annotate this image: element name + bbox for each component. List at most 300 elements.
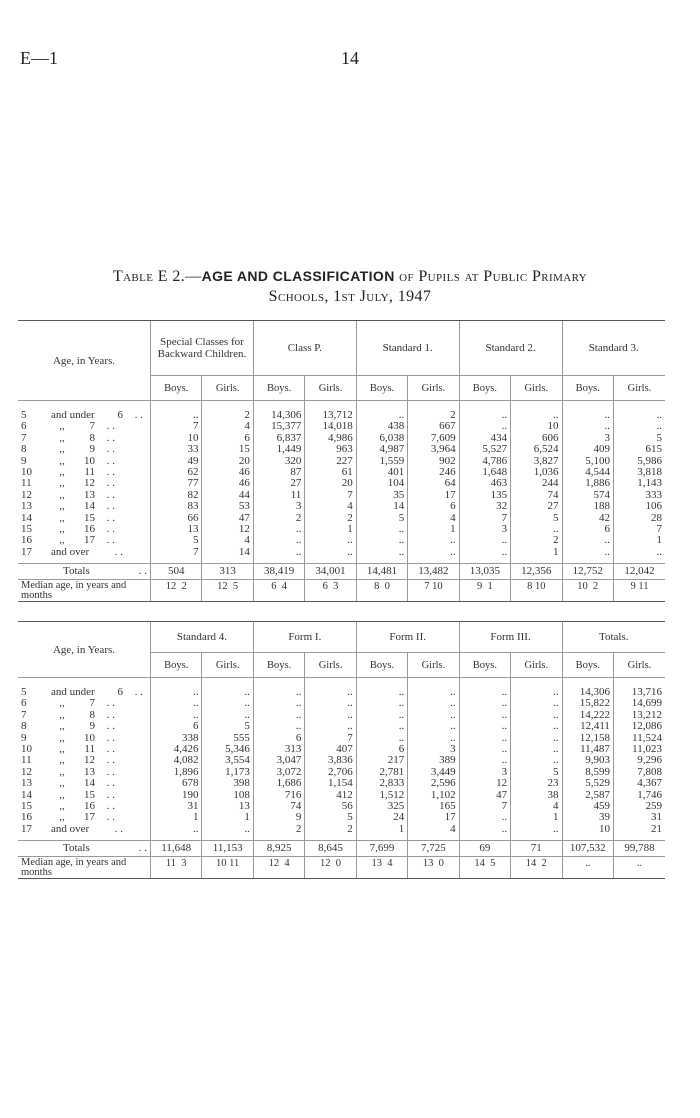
leader-dots: . .	[106, 534, 115, 547]
age-to: 14	[84, 500, 95, 513]
cell: 14,306	[253, 410, 304, 421]
median-cell: 12 4	[253, 857, 304, 879]
cell: 246	[408, 467, 459, 478]
group-header: Standard 3.	[562, 321, 665, 376]
cell: 2	[253, 513, 304, 524]
group-header: Form I.	[253, 622, 356, 653]
cell: 14,018	[305, 421, 356, 432]
age-word: ,,	[59, 731, 65, 744]
group-header: Class P.	[253, 321, 356, 376]
cell: 13,712	[305, 410, 356, 421]
age-column-header: Age, in Years.	[18, 321, 151, 401]
median-cell: 6 4	[253, 580, 304, 602]
age-word: ,,	[59, 443, 65, 456]
cell: ..	[562, 535, 613, 546]
cell: 5	[511, 767, 562, 778]
cell: 1,746	[613, 790, 665, 801]
age-to: 6	[117, 686, 123, 698]
cell: 401	[356, 467, 407, 478]
age-word: ,,	[59, 765, 65, 778]
cell: 4	[305, 501, 356, 512]
cell: ..	[356, 710, 407, 721]
cell: ..	[511, 687, 562, 698]
age-from: 11	[21, 477, 32, 490]
age-from: 10	[21, 466, 32, 479]
cell: ..	[459, 687, 510, 698]
leader-dots: . .	[106, 454, 115, 467]
cell: ..	[151, 687, 202, 698]
cell: 135	[459, 490, 510, 501]
cell: 3	[459, 524, 510, 535]
cell: 108	[202, 790, 253, 801]
cell: ..	[459, 721, 510, 732]
cell: ..	[253, 547, 304, 558]
group-header: Standard 1.	[356, 321, 459, 376]
age-word: ,,	[59, 511, 65, 524]
cell: 27	[511, 501, 562, 512]
age-label	[18, 721, 151, 732]
cell: 574	[562, 490, 613, 501]
table-row	[18, 444, 665, 455]
age-word: and under	[51, 686, 95, 698]
cell: 4	[511, 801, 562, 812]
age-word: ,,	[59, 420, 65, 433]
cell: 13	[202, 801, 253, 812]
leader-dots: . .	[106, 731, 115, 744]
leader-dots: . .	[106, 811, 115, 824]
cell: 87	[253, 467, 304, 478]
age-to: 11	[84, 466, 95, 479]
cell: 83	[151, 501, 202, 512]
leader-dots: . .	[106, 420, 115, 433]
cell: 7	[151, 547, 202, 558]
age-from: 5	[21, 409, 27, 421]
cell: 5	[202, 721, 253, 732]
cell: 12	[459, 778, 510, 789]
total-cell: 14,481	[356, 564, 407, 580]
cell: 6,038	[356, 433, 407, 444]
cell: 27	[253, 478, 304, 489]
median-cell: 13 0	[408, 857, 459, 879]
age-label	[18, 444, 151, 455]
cell: ..	[253, 710, 304, 721]
leader-dots: . .	[114, 545, 123, 558]
girls-header: Girls.	[305, 653, 356, 678]
age-to: 13	[84, 488, 95, 501]
leader-dots: . .	[106, 431, 115, 444]
median-cell: ..	[613, 857, 665, 879]
leader-dots: . .	[106, 788, 115, 801]
cell: ..	[459, 421, 510, 432]
table-row	[18, 513, 665, 524]
cell: ..	[511, 733, 562, 744]
cell: 902	[408, 456, 459, 467]
cell: 11,524	[613, 733, 665, 744]
cell: 2,833	[356, 778, 407, 789]
leader-dots: . .	[106, 697, 115, 710]
median-cell: 12 0	[305, 857, 356, 879]
median-cell: 10 2	[562, 580, 613, 602]
cell: ..	[305, 721, 356, 732]
cell: 3,449	[408, 767, 459, 778]
cell: 35	[356, 490, 407, 501]
cell: 2	[305, 513, 356, 524]
boys-header: Boys.	[253, 376, 304, 401]
cell: 10	[511, 421, 562, 432]
girls-header: Girls.	[202, 376, 253, 401]
header-row	[18, 321, 665, 376]
group-header: Totals.	[562, 622, 665, 653]
cell: 217	[356, 755, 407, 766]
cell: 1,648	[459, 467, 510, 478]
cell: 74	[511, 490, 562, 501]
age-to: 13	[84, 765, 95, 778]
cell: ..	[459, 698, 510, 709]
cell: 38	[511, 790, 562, 801]
cell: 6	[202, 433, 253, 444]
cell: 106	[613, 501, 665, 512]
cell: 9,296	[613, 755, 665, 766]
cell: 56	[305, 801, 356, 812]
cell: 398	[202, 778, 253, 789]
cell: 165	[408, 801, 459, 812]
cell: 10	[151, 433, 202, 444]
age-to: 7	[89, 697, 95, 710]
cell: 28	[613, 513, 665, 524]
cell: 1,102	[408, 790, 459, 801]
age-word: ,,	[59, 431, 65, 444]
age-word: ,,	[59, 500, 65, 513]
cell: 2	[202, 410, 253, 421]
leader-dots: . .	[106, 765, 115, 778]
age-label	[18, 433, 151, 444]
total-cell: 13,035	[459, 564, 510, 580]
cell: 6	[408, 501, 459, 512]
median-cell: ..	[562, 857, 613, 879]
leader-dots: . .	[106, 708, 115, 721]
cell: 46	[202, 478, 253, 489]
cell: 14,306	[562, 687, 613, 698]
cell: ..	[356, 410, 407, 421]
cell: 1	[356, 824, 407, 835]
median-cell: 9 1	[459, 580, 510, 602]
total-cell: 8,925	[253, 841, 304, 857]
cell: 3	[562, 433, 613, 444]
cell: 42	[562, 513, 613, 524]
age-label	[18, 778, 151, 789]
cell: 227	[305, 456, 356, 467]
girls-header: Girls.	[613, 376, 665, 401]
totals-text: Totals	[63, 842, 90, 855]
age-from: 13	[21, 777, 32, 790]
cell: ..	[613, 547, 665, 558]
cell: 4,367	[613, 778, 665, 789]
cell: ..	[202, 687, 253, 698]
cell: 12	[202, 524, 253, 535]
cell: 3,827	[511, 456, 562, 467]
age-from: 12	[21, 765, 32, 778]
cell: 2,587	[562, 790, 613, 801]
cell: 5,527	[459, 444, 510, 455]
age-from: 15	[21, 523, 32, 536]
cell: 62	[151, 467, 202, 478]
table-row	[18, 490, 665, 501]
leader-dots: . .	[106, 466, 115, 479]
cell: ..	[305, 698, 356, 709]
girls-header: Girls.	[408, 376, 459, 401]
cell: ..	[562, 421, 613, 432]
age-to: 16	[84, 523, 95, 536]
cell: 4,987	[356, 444, 407, 455]
leader-dots: . .	[138, 842, 147, 855]
age-word: ,,	[59, 488, 65, 501]
age-word: ,,	[59, 697, 65, 710]
leader-dots: . .	[106, 511, 115, 524]
total-cell: 71	[511, 841, 562, 857]
leader-dots: . .	[106, 754, 115, 767]
cell: 407	[305, 744, 356, 755]
age-from: 7	[21, 708, 27, 721]
cell: 6,524	[511, 444, 562, 455]
total-cell: 11,153	[202, 841, 253, 857]
total-cell: 13,482	[408, 564, 459, 580]
age-label	[18, 421, 151, 432]
cell: 1	[202, 812, 253, 823]
cell: 2,596	[408, 778, 459, 789]
cell: 4,786	[459, 456, 510, 467]
cell: 4	[408, 824, 459, 835]
cell: 23	[511, 778, 562, 789]
cell: ..	[305, 687, 356, 698]
table-row	[18, 698, 665, 709]
cell: 15,377	[253, 421, 304, 432]
age-word: ,,	[59, 720, 65, 733]
age-from: 16	[21, 534, 32, 547]
age-word: ,,	[59, 454, 65, 467]
girls-header: Girls.	[511, 376, 562, 401]
cell: ..	[511, 744, 562, 755]
age-to: 9	[89, 720, 95, 733]
group-header: Form III.	[459, 622, 562, 653]
cell: 4	[202, 421, 253, 432]
cell: 4	[202, 535, 253, 546]
cell: 15	[202, 444, 253, 455]
age-to: 12	[84, 477, 95, 490]
total-cell: 12,042	[613, 564, 665, 580]
cell: ..	[459, 410, 510, 421]
cell: 1,896	[151, 767, 202, 778]
cell: 64	[408, 478, 459, 489]
age-to: 8	[89, 708, 95, 721]
age-to: 8	[89, 431, 95, 444]
girls-header: Girls.	[613, 653, 665, 678]
age-word: ,,	[59, 811, 65, 824]
cell: ..	[459, 824, 510, 835]
cell: 6	[151, 721, 202, 732]
cell: 3,836	[305, 755, 356, 766]
age-word: and over	[51, 545, 90, 558]
cell: ..	[511, 410, 562, 421]
cell: 434	[459, 433, 510, 444]
age-from: 14	[21, 511, 32, 524]
cell: ..	[356, 733, 407, 744]
cell: ..	[459, 547, 510, 558]
age-label	[18, 410, 151, 421]
cell: 1,559	[356, 456, 407, 467]
cell: 438	[356, 421, 407, 432]
age-to: 17	[84, 534, 95, 547]
cell: 74	[253, 801, 304, 812]
age-word: ,,	[59, 466, 65, 479]
cell: ..	[151, 710, 202, 721]
cell: ..	[562, 547, 613, 558]
cell: 9,903	[562, 755, 613, 766]
cell: 6	[562, 524, 613, 535]
cell: 1,143	[613, 478, 665, 489]
boys-header: Boys.	[459, 653, 510, 678]
total-cell: 504	[151, 564, 202, 580]
age-label	[18, 824, 151, 835]
cell: ..	[511, 710, 562, 721]
cell: ..	[253, 524, 304, 535]
cell: 4	[408, 513, 459, 524]
cell: 2	[511, 535, 562, 546]
cell: 1,036	[511, 467, 562, 478]
cell: ..	[408, 698, 459, 709]
median-cell: 10 11	[202, 857, 253, 879]
age-to: 6	[117, 409, 123, 421]
cell: 39	[562, 812, 613, 823]
cell: 5,529	[562, 778, 613, 789]
cell: 1,886	[562, 478, 613, 489]
table-row	[18, 801, 665, 812]
leader-dots: . .	[138, 565, 147, 578]
girls-header: Girls.	[305, 376, 356, 401]
cell: 3,964	[408, 444, 459, 455]
cell: 20	[305, 478, 356, 489]
cell: 14,699	[613, 698, 665, 709]
cell: ..	[408, 535, 459, 546]
cell: ..	[356, 547, 407, 558]
table-row	[18, 524, 665, 535]
median-cell: 9 11	[613, 580, 665, 602]
age-to: 7	[89, 420, 95, 433]
age-label	[18, 710, 151, 721]
age-word: ,,	[59, 754, 65, 767]
age-from: 10	[21, 743, 32, 756]
cell: 606	[511, 433, 562, 444]
median-row	[18, 580, 665, 602]
boys-header: Boys.	[562, 653, 613, 678]
cell: 459	[562, 801, 613, 812]
table-title	[0, 266, 700, 307]
age-word: ,,	[59, 788, 65, 801]
cell: 338	[151, 733, 202, 744]
cell: 463	[459, 478, 510, 489]
age-word: ,,	[59, 534, 65, 547]
cell: 15,822	[562, 698, 613, 709]
total-cell: 99,788	[613, 841, 665, 857]
age-word: ,,	[59, 523, 65, 536]
cell: 5,100	[562, 456, 613, 467]
totals-text: Totals	[63, 565, 90, 578]
age-to: 10	[84, 454, 95, 467]
table-part-1	[18, 320, 665, 602]
median-cell: 12 5	[202, 580, 253, 602]
cell: 1	[151, 812, 202, 823]
age-to: 15	[84, 788, 95, 801]
cell: 44	[202, 490, 253, 501]
totals-label	[18, 564, 151, 580]
cell: 1,173	[202, 767, 253, 778]
cell: 5	[613, 433, 665, 444]
title-line2: Schools, 1st July, 1947	[268, 288, 432, 305]
age-word: ,,	[59, 743, 65, 756]
group-header: Standard 2.	[459, 321, 562, 376]
cell: ..	[408, 721, 459, 732]
cell: ..	[613, 410, 665, 421]
median-cell: 14 5	[459, 857, 510, 879]
cell: 1	[613, 535, 665, 546]
cell: ..	[511, 824, 562, 835]
document-code: E—1	[20, 48, 58, 68]
cell: ..	[459, 744, 510, 755]
cell: 5	[356, 513, 407, 524]
cell: 14,222	[562, 710, 613, 721]
cell: 7	[613, 524, 665, 535]
age-word: ,,	[59, 777, 65, 790]
cell: 7,808	[613, 767, 665, 778]
cell: ..	[459, 812, 510, 823]
cell: 2	[253, 824, 304, 835]
cell: 20	[202, 456, 253, 467]
cell: 3,818	[613, 467, 665, 478]
cell: 3,072	[253, 767, 304, 778]
cell: 6,837	[253, 433, 304, 444]
leader-dots: . .	[106, 443, 115, 456]
cell: 5	[151, 535, 202, 546]
cell: 32	[459, 501, 510, 512]
table-row	[18, 710, 665, 721]
total-cell: 12,356	[511, 564, 562, 580]
cell: ..	[511, 524, 562, 535]
cell: 77	[151, 478, 202, 489]
cell: ..	[356, 524, 407, 535]
leader-dots: . .	[106, 477, 115, 490]
age-label	[18, 687, 151, 698]
boys-header: Boys.	[562, 376, 613, 401]
cell: 11	[253, 490, 304, 501]
cell: ..	[408, 710, 459, 721]
cell: 3	[408, 744, 459, 755]
cell: ..	[511, 698, 562, 709]
age-to: 16	[84, 800, 95, 813]
totals-row	[18, 564, 665, 580]
median-row	[18, 857, 665, 879]
cell: ..	[356, 721, 407, 732]
table-row	[18, 547, 665, 558]
age-from: 17	[21, 822, 32, 835]
cell: 2,706	[305, 767, 356, 778]
cell: 259	[613, 801, 665, 812]
table-part-2	[18, 621, 665, 879]
median-cell: 11 3	[151, 857, 202, 879]
table-row	[18, 501, 665, 512]
cell: 6	[253, 733, 304, 744]
boys-header: Boys.	[356, 376, 407, 401]
cell: ..	[253, 687, 304, 698]
total-cell: 313	[202, 564, 253, 580]
